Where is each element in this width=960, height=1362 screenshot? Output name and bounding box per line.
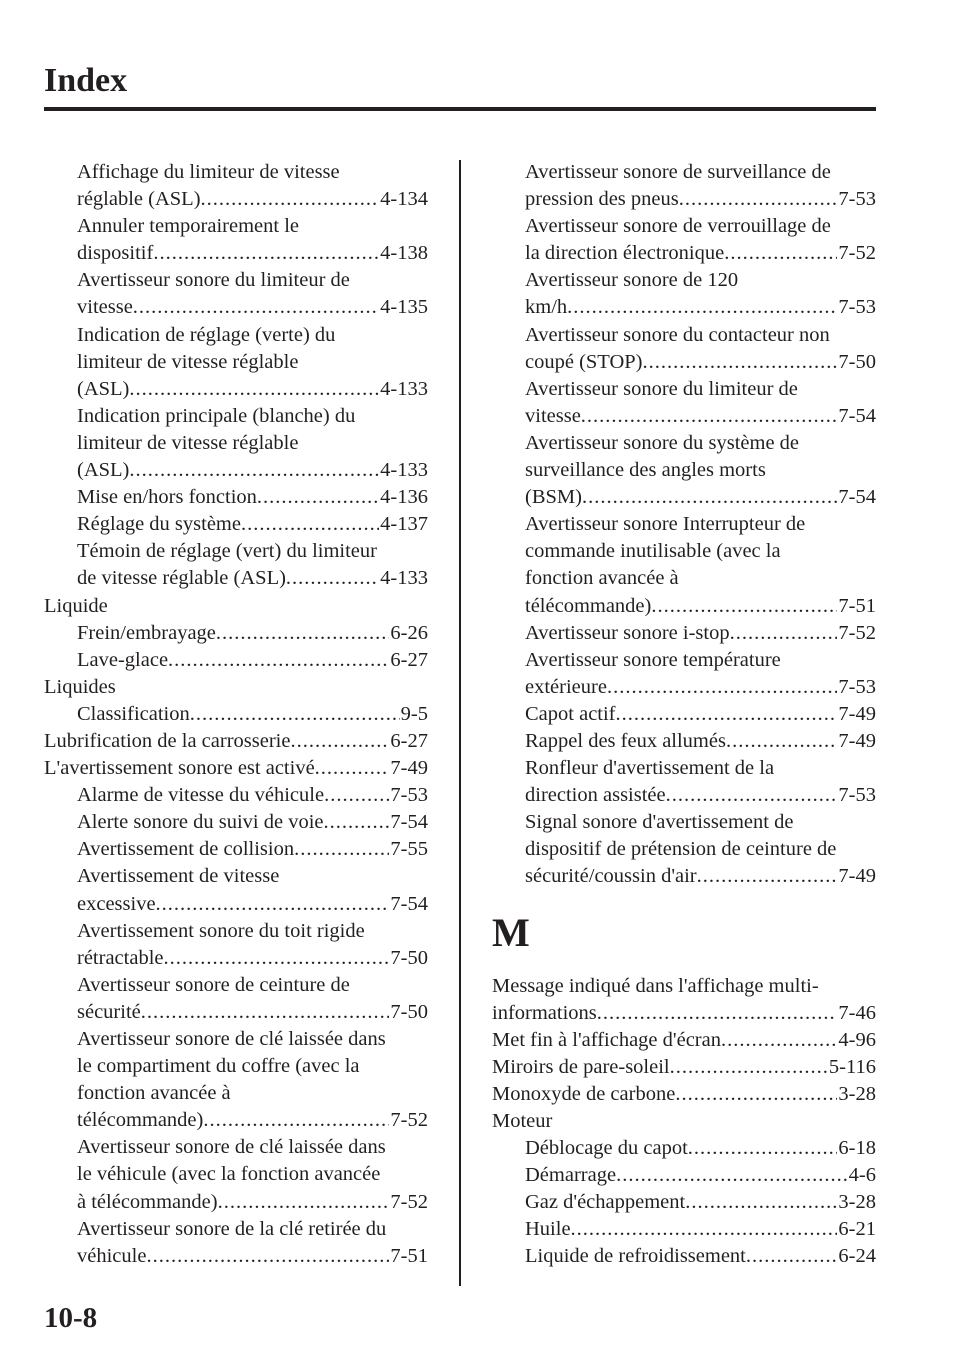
index-entry-text: dispositif de prétension de ceinture de xyxy=(525,838,837,861)
index-entry-label: la direction électronique ..... xyxy=(525,240,837,267)
index-entry-label: Avertissement de collision ..... xyxy=(77,836,389,863)
index-entry xyxy=(492,1216,876,1243)
index-entry xyxy=(492,430,876,511)
index-entry-text: Avertisseur sonore du contacteur non xyxy=(525,323,830,346)
index-entry-text: Affichage du limiteur de vitesse xyxy=(77,161,340,183)
index-entry-text: Avertisseur sonore du limiteur de xyxy=(525,377,798,400)
index-entry xyxy=(492,1135,876,1162)
index-entry-label: Classification ..... xyxy=(77,701,400,728)
index-entry xyxy=(492,728,876,755)
index-heading: Liquide xyxy=(44,594,108,617)
index-page-ref: 4-136 xyxy=(380,486,428,509)
index-entry-label: km/h ..... xyxy=(525,294,837,321)
index-entry-label: Rappel des feux allumés ..... xyxy=(525,728,837,755)
index-entry-label: de vitesse réglable (ASL) ..... xyxy=(77,565,379,592)
index-heading: Liquides xyxy=(44,675,116,698)
index-entry xyxy=(44,701,428,728)
index-page-ref: 4-96 xyxy=(838,1028,876,1051)
page-title: Index xyxy=(44,62,128,99)
index-page-ref: 7-53 xyxy=(838,296,876,319)
index-entry-label: sécurité ..... xyxy=(77,999,389,1026)
index-entry-label: rétractable ..... xyxy=(77,945,389,972)
index-column-right xyxy=(492,159,876,1271)
index-entry-text: Indication principale (blanche) du xyxy=(77,404,356,427)
index-column-left xyxy=(44,159,428,1270)
index-entry-label: télécommande) ..... xyxy=(525,593,837,620)
index-entry-text: commande inutilisable (avec la xyxy=(525,540,781,563)
index-page-ref: 6-21 xyxy=(838,1218,876,1241)
index-entry xyxy=(44,267,428,321)
index-entry xyxy=(44,809,428,836)
index-entry-label: Déblocage du capot ..... xyxy=(525,1135,837,1162)
index-entry-text: Avertisseur sonore de surveillance de xyxy=(525,161,831,183)
index-entry xyxy=(492,213,876,267)
index-entry xyxy=(44,1134,428,1215)
index-entry-text: Avertisseur sonore de clé laissée dans xyxy=(77,1136,386,1159)
index-entry-text: le véhicule (avec la fonction avancée xyxy=(77,1163,381,1186)
index-entry-text: Avertissement sonore du toit rigide xyxy=(77,919,365,942)
index-page-ref: 3-28 xyxy=(838,1191,876,1214)
index-entry-label: pression des pneus ..... xyxy=(525,186,837,213)
index-entry-label: Lave-glace ..... xyxy=(77,647,389,674)
index-entry-label: Capot actif ..... xyxy=(525,701,837,728)
index-entry-text: le compartiment du coffre (avec la xyxy=(77,1055,360,1078)
index-page-ref: 5-116 xyxy=(828,1055,876,1078)
header-rule xyxy=(44,107,876,111)
index-entry-text: fonction avancée à xyxy=(525,567,679,590)
index-entry-text: Avertisseur sonore température xyxy=(525,648,781,671)
index-entry xyxy=(492,1243,876,1270)
index-entry xyxy=(44,918,428,972)
index-entry xyxy=(492,647,876,701)
index-entry-label: (ASL) ..... xyxy=(77,457,379,484)
index-entry-label: coupé (STOP) ..... xyxy=(525,349,837,376)
index-entry xyxy=(44,836,428,863)
index-entry-text: Indication de réglage (verte) du xyxy=(77,323,336,346)
index-page-ref: 7-53 xyxy=(390,784,428,807)
index-page-ref: 7-54 xyxy=(390,811,428,834)
index-entry xyxy=(492,1027,876,1054)
index-entry-label: (BSM) ..... xyxy=(525,484,837,511)
index-page-ref: 7-51 xyxy=(390,1244,428,1267)
index-entry xyxy=(44,728,428,755)
index-entry xyxy=(492,1054,876,1081)
index-entry xyxy=(492,159,876,213)
index-entry-label: Lubrification de la carrosserie ..... xyxy=(44,728,389,755)
index-page-ref: 7-50 xyxy=(390,946,428,969)
index-page-ref: 7-50 xyxy=(390,1000,428,1023)
index-entry-label: Avertisseur sonore i-stop ..... xyxy=(525,620,837,647)
index-entry-label: Liquide de refroidissement ..... xyxy=(525,1243,837,1270)
index-page-ref: 4-134 xyxy=(380,188,428,211)
index-entry xyxy=(44,755,428,782)
index-page-ref: 4-137 xyxy=(380,513,428,536)
index-entry-label: direction assistée ..... xyxy=(525,782,837,809)
index-entry xyxy=(492,1162,876,1189)
index-entry-label: L'avertissement sonore est activé ..... xyxy=(44,755,389,782)
index-entry-label: télécommande) ..... xyxy=(77,1107,389,1134)
index-entry xyxy=(492,620,876,647)
index-entry-label: réglable (ASL) ..... xyxy=(77,186,379,213)
index-entry xyxy=(44,511,428,538)
index-page-ref: 7-54 xyxy=(390,892,428,915)
index-entry-text: Avertisseur sonore du limiteur de xyxy=(77,269,350,292)
index-entry xyxy=(492,755,876,809)
index-entry xyxy=(492,1081,876,1108)
index-entry-text: surveillance des angles morts xyxy=(525,459,766,482)
index-entry xyxy=(44,403,428,484)
index-page-ref: 4-135 xyxy=(380,296,428,319)
index-entry xyxy=(492,322,876,376)
index-page-ref: 7-52 xyxy=(838,242,876,265)
index-entry-text: Avertissement de vitesse xyxy=(77,865,280,888)
index-entry-label: Alerte sonore du suivi de voie ..... xyxy=(77,809,389,836)
page-number: 10-8 xyxy=(44,1302,98,1334)
index-page-ref: 7-52 xyxy=(390,1109,428,1132)
index-page-ref: 6-27 xyxy=(390,648,428,671)
index-page-ref: 7-53 xyxy=(838,188,876,211)
index-entry-label: Miroirs de pare-soleil ..... xyxy=(492,1054,828,1081)
index-entry-text: fonction avancée à xyxy=(77,1082,231,1105)
index-entry xyxy=(492,267,876,321)
index-page-ref: 7-53 xyxy=(838,675,876,698)
index-entry xyxy=(44,1216,428,1270)
index-entry xyxy=(44,782,428,809)
index-entry-label: Frein/embrayage ..... xyxy=(77,620,389,647)
index-entry-text: limiteur de vitesse réglable xyxy=(77,350,299,373)
index-entry-label: Réglage du système ..... xyxy=(77,511,379,538)
index-entry xyxy=(44,484,428,511)
index-entry-text: Avertisseur sonore du système de xyxy=(525,431,800,454)
index-entry-text: Avertisseur sonore de clé laissée dans xyxy=(77,1028,386,1050)
index-entry-text: Avertisseur sonore de la clé retirée du xyxy=(77,1217,387,1240)
index-entry-label: Met fin à l'affichage d'écran ..... xyxy=(492,1027,837,1054)
index-page-ref: 7-52 xyxy=(838,621,876,644)
index-page-ref: 7-49 xyxy=(838,865,876,888)
index-entry-text: Avertisseur sonore de ceinture de xyxy=(77,973,350,996)
index-page-ref: 7-50 xyxy=(838,350,876,373)
index-entry xyxy=(492,701,876,728)
index-entry xyxy=(44,538,428,592)
section-letter: M xyxy=(492,909,530,955)
index-entry-label: extérieure ..... xyxy=(525,674,837,701)
index-page-ref: 7-49 xyxy=(838,702,876,725)
index-entry-label: (ASL) ..... xyxy=(77,376,379,403)
index-page-ref: 7-46 xyxy=(838,1001,876,1024)
index-page-ref: 4-138 xyxy=(380,242,428,265)
index-entry-text: Avertisseur sonore Interrupteur de xyxy=(525,513,806,536)
index-page-ref: 7-54 xyxy=(838,486,876,509)
index-page-ref: 7-54 xyxy=(838,404,876,427)
index-page-ref: 4-133 xyxy=(380,377,428,400)
index-entry xyxy=(44,620,428,647)
index-entry-label: Mise en/hors fonction ..... xyxy=(77,484,379,511)
index-entry xyxy=(44,972,428,1026)
index-page-ref: 6-26 xyxy=(390,621,428,644)
index-page-ref: 6-24 xyxy=(838,1245,876,1268)
index-entry xyxy=(492,376,876,430)
index-entry-label: vitesse ..... xyxy=(77,294,379,321)
index-entry xyxy=(44,213,428,267)
index-entry-text: Ronfleur d'avertissement de la xyxy=(525,757,775,780)
index-entry xyxy=(44,1026,428,1134)
index-entry-label: Gaz d'échappement ..... xyxy=(525,1189,837,1216)
index-page-ref: 4-133 xyxy=(380,567,428,590)
index-page-ref: 7-55 xyxy=(390,838,428,861)
index-page-ref: 7-49 xyxy=(390,757,428,780)
index-entry-text: Témoin de réglage (vert) du limiteur xyxy=(77,540,377,563)
index-page-ref: 7-51 xyxy=(838,594,876,617)
index-page-ref: 9-5 xyxy=(400,702,428,725)
index-entry-text: Annuler temporairement le xyxy=(77,215,299,238)
index-entry-label: Alarme de vitesse du véhicule ..... xyxy=(77,782,389,809)
index-entry-text: Avertisseur sonore de verrouillage de xyxy=(525,215,831,238)
index-page-ref: 7-49 xyxy=(838,729,876,752)
index-entry xyxy=(492,511,876,619)
index-page-ref: 7-53 xyxy=(838,784,876,807)
index-entry-label: informations ..... xyxy=(492,1000,837,1027)
index-entry-label: dispositif ..... xyxy=(77,240,379,267)
index-entry xyxy=(44,647,428,674)
column-divider xyxy=(459,160,461,1286)
index-page-ref: 7-52 xyxy=(390,1190,428,1213)
index-entry-label: à télécommande) ..... xyxy=(77,1189,389,1216)
index-entry-label: excessive ..... xyxy=(77,891,389,918)
index-entry-text: Avertisseur sonore de 120 xyxy=(525,269,739,292)
index-entry xyxy=(44,159,428,213)
index-entry-label: Démarrage ..... xyxy=(525,1162,848,1189)
index-heading: Moteur xyxy=(492,1110,553,1132)
index-entry-label: Huile ..... xyxy=(525,1216,837,1243)
index-page-ref: 3-28 xyxy=(838,1082,876,1105)
index-entry xyxy=(492,1189,876,1216)
index-entry-label: Monoxyde de carbone ..... xyxy=(492,1081,837,1108)
index-entry-label: véhicule ..... xyxy=(77,1243,389,1270)
index-entry-text: limiteur de vitesse réglable xyxy=(77,431,299,454)
index-page-ref: 6-18 xyxy=(838,1137,876,1160)
index-page-ref: 4-133 xyxy=(380,459,428,482)
index-entry xyxy=(492,973,876,1027)
index-entry xyxy=(492,809,876,890)
index-page-ref: 6-27 xyxy=(390,729,428,752)
index-entry xyxy=(44,863,428,917)
index-entry-text: Signal sonore d'avertissement de xyxy=(525,811,794,834)
index-entry-label: sécurité/coussin d'air ..... xyxy=(525,863,837,890)
index-entry-label: vitesse ..... xyxy=(525,403,837,430)
index-entry-text: Message indiqué dans l'affichage multi- xyxy=(492,974,819,997)
index-page-ref: 4-6 xyxy=(848,1164,876,1187)
index-entry xyxy=(44,322,428,403)
